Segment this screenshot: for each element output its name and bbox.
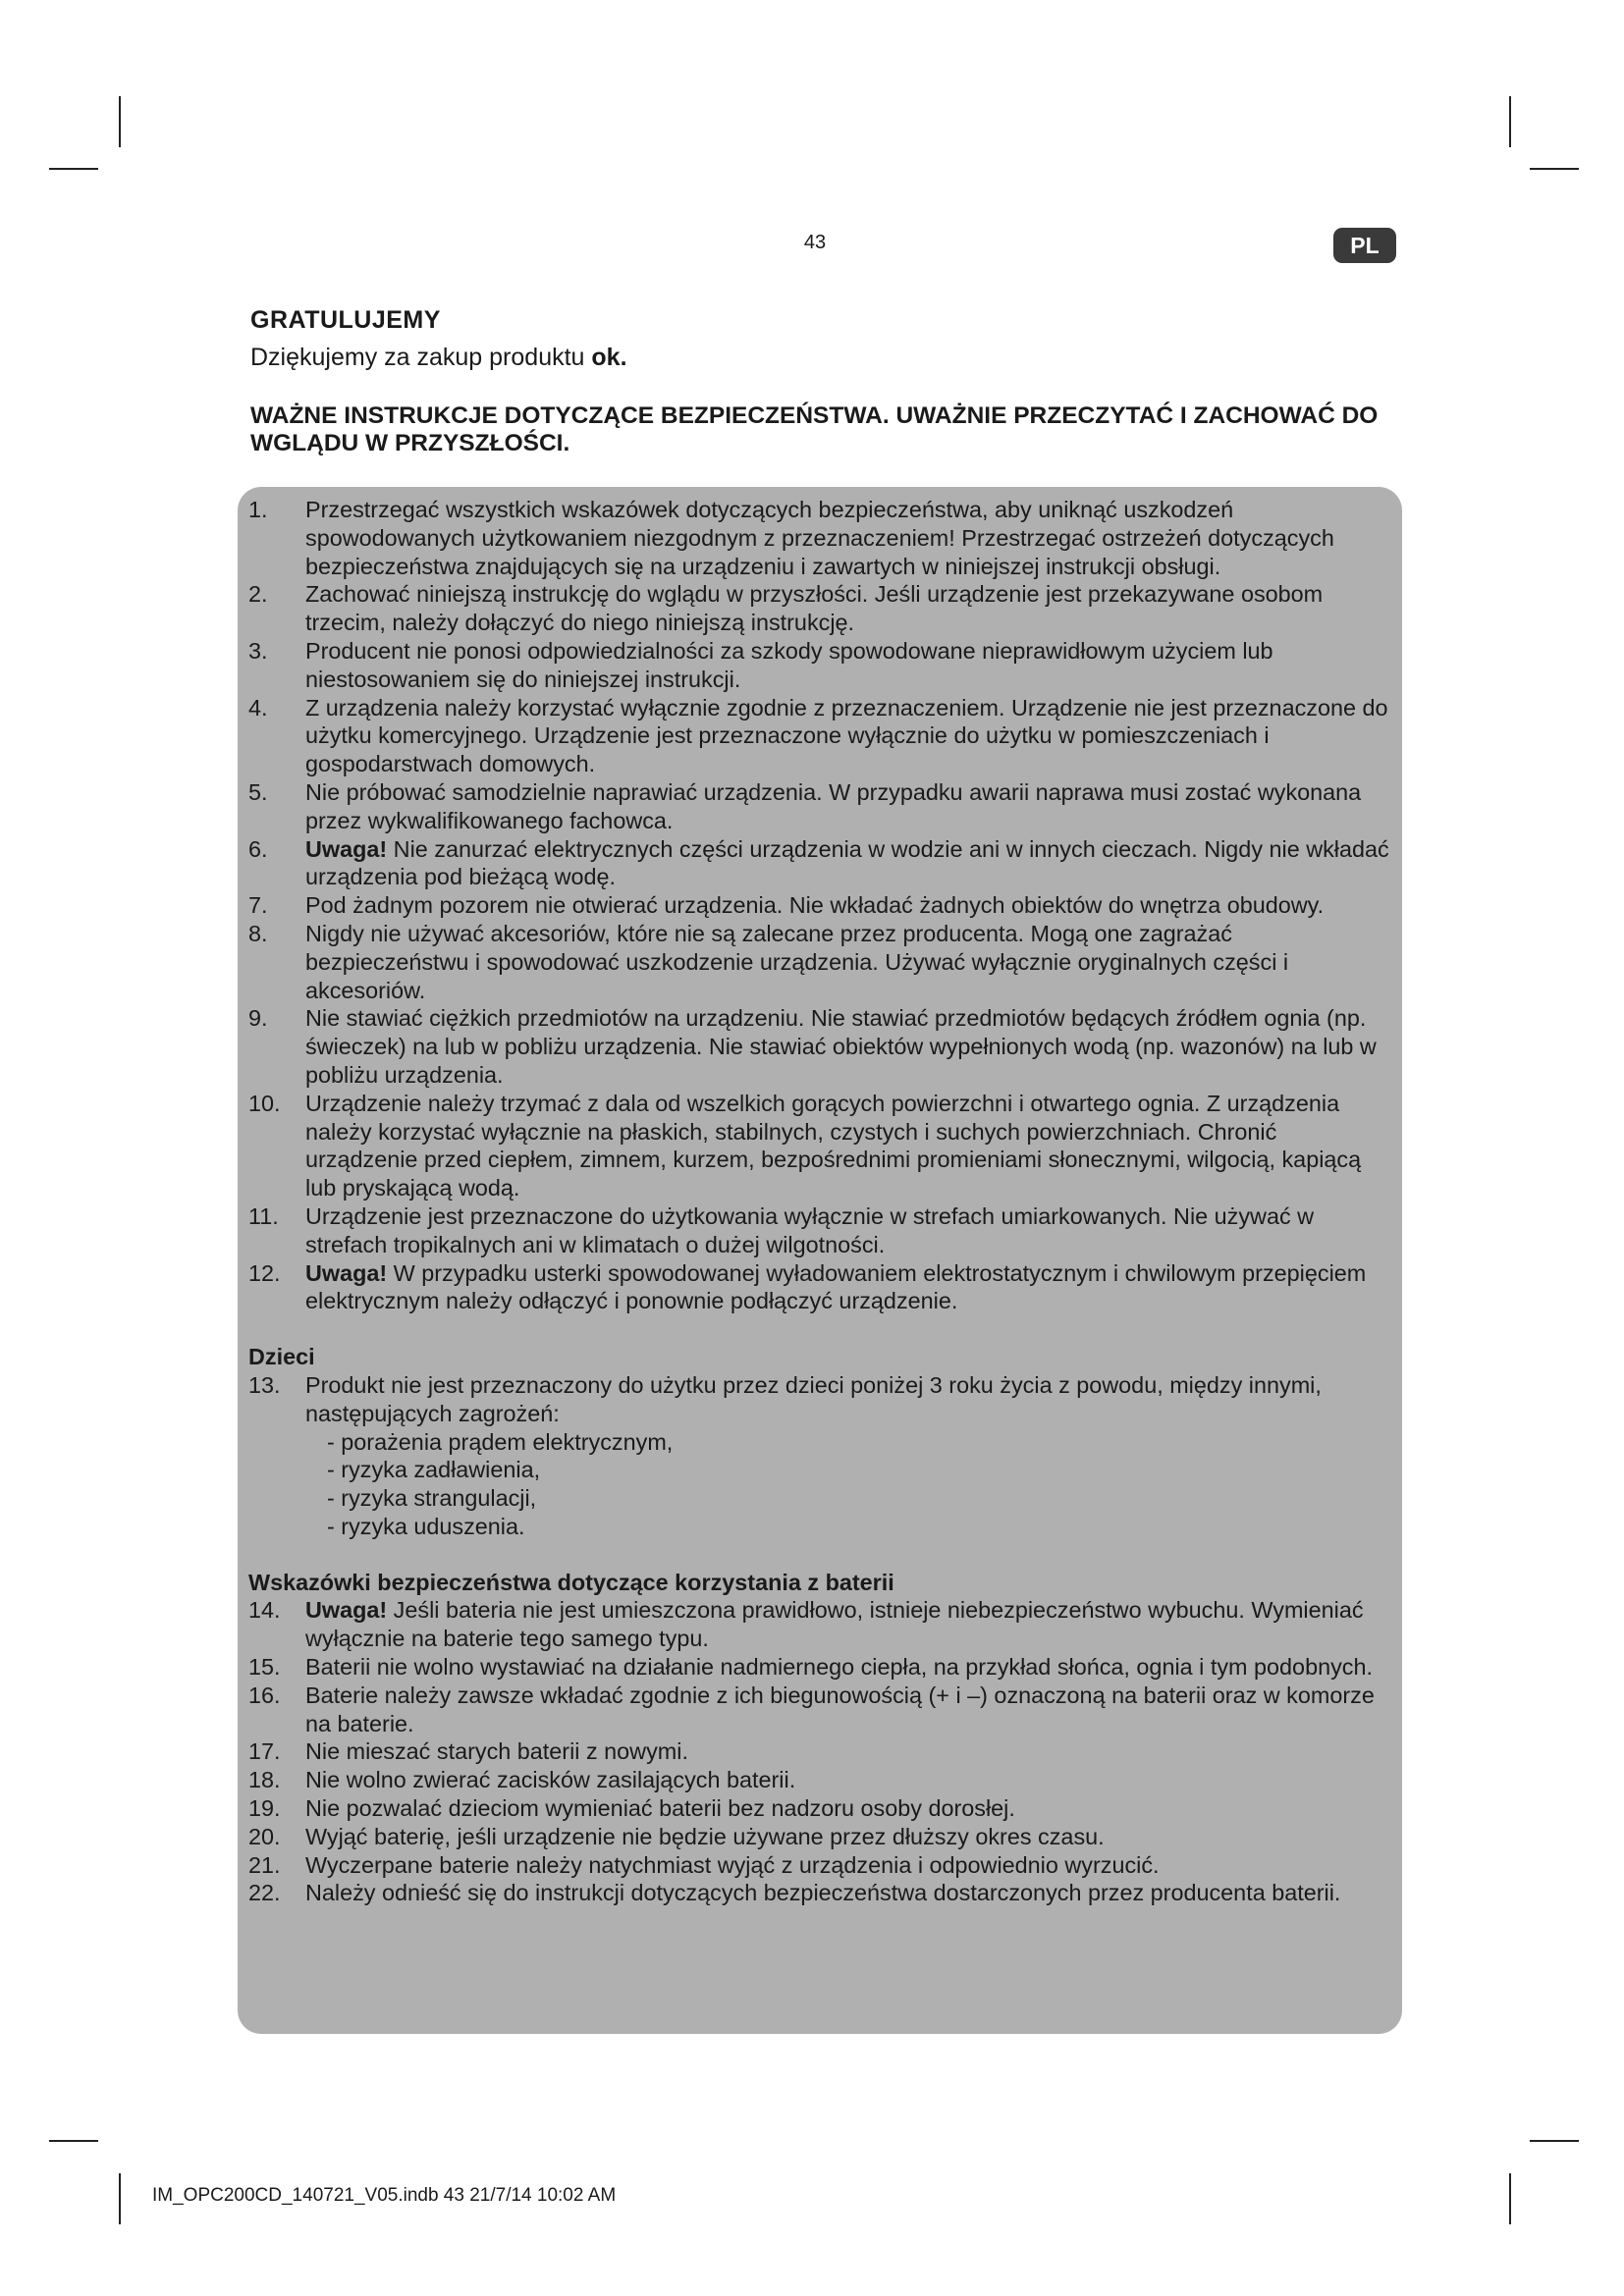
list-item [248, 1879, 1392, 1907]
list-item [248, 778, 1392, 835]
item-number: 14. [248, 1597, 281, 1624]
item-text: W przypadku usterki spowodowanej wyładowaniem elektrostatycznym i chwilowym przepięciem elektrycznym należy odłączyć i ponownie podłączyć urządzenie. [305, 1259, 1367, 1314]
list-item [248, 1259, 1392, 1316]
list-item [248, 1090, 1392, 1202]
item-number: 4. [248, 694, 268, 721]
item-text: Jeśli bateria nie jest umieszczona prawidłowo, istnieje niebezpieczeństwo wybuchu. Wymieniać wyłącznie na baterie tego samego typu. [305, 1597, 1364, 1652]
risk-item: - porażenia prądem elektrycznym, [327, 1428, 674, 1455]
item-number: 7. [248, 892, 268, 919]
item-number: 9. [248, 1005, 268, 1032]
item-number: 12. [248, 1259, 281, 1286]
item-number: 16. [248, 1682, 281, 1708]
item-text: Baterii nie wolno wystawiać na działanie nadmiernego ciepła, na przykład słońca, ognia i tym podobnych. [305, 1654, 1373, 1681]
list-item [248, 637, 1392, 694]
item-text: Należy odnieść się do instrukcji dotyczących bezpieczeństwa dostarczonych przez producenta baterii. [305, 1880, 1341, 1906]
item-text: Nigdy nie używać akcesoriów, które nie są zalecane przez producenta. Mogą one zagrażać bezpieczeństwu i spowodować uszkodzenie urządzenia. Używać wyłącznie oryginalnych części i akcesoriów. [305, 920, 1289, 1003]
list-item [248, 1823, 1392, 1851]
item-number: 5. [248, 778, 268, 805]
list-item [248, 694, 1392, 778]
item-text: Wyczerpane baterie należy natychmiast wyjąć z urządzenia i odpowiednio wyrzucić. [305, 1851, 1160, 1878]
item-number: 21. [248, 1851, 281, 1878]
risk-item: - ryzyka zadławienia, [327, 1457, 541, 1483]
crop-mark [119, 96, 121, 147]
brand-name: ok. [591, 344, 627, 371]
thanks-line [250, 344, 627, 372]
language-badge: PL [1333, 228, 1396, 263]
battery-heading: Wskazówki bezpieczeństwa dotyczące korzystania z baterii [248, 1569, 894, 1595]
list-item [248, 1653, 1392, 1682]
item-text: Wyjąć baterię, jeśli urządzenie nie będzie używane przez dłuższy okres czasu. [305, 1823, 1105, 1849]
list-item [248, 835, 1392, 892]
list-item [248, 1202, 1392, 1259]
list-item [248, 891, 1392, 920]
item-number: 19. [248, 1795, 281, 1822]
item-number: 1. [248, 497, 268, 522]
item-number: 17. [248, 1738, 281, 1765]
item-text: Z urządzenia należy korzystać wyłącznie zgodnie z przeznaczeniem. Urządzenie nie jest przeznaczone do użytku komercyjnego. Urządzenie jest przeznaczone wyłącznie do użytku w pomieszczeniach i gospodarstwach domowych. [305, 694, 1388, 777]
list-item [248, 1371, 1392, 1428]
list-item [248, 1682, 1392, 1738]
list-item [248, 1766, 1392, 1794]
list-item [248, 496, 1392, 580]
item-number: 13. [248, 1371, 281, 1398]
item-text: Baterie należy zawsze wkładać zgodnie z ich biegunowością (+ i –) oznaczoną na baterii oraz w komorze na baterie. [305, 1682, 1375, 1736]
page-number: 43 [803, 232, 827, 253]
congrats-heading: GRATULUJEMY [250, 306, 441, 334]
warning-label: Uwaga! [305, 1597, 388, 1624]
list-item [248, 1596, 1392, 1653]
item-text: Nie pozwalać dzieciom wymieniać baterii bez nadzoru osoby dorosłej. [305, 1795, 1015, 1822]
item-number: 18. [248, 1767, 281, 1793]
item-number: 6. [248, 835, 268, 862]
thanks-text: Dziękujemy za zakup produktu [250, 344, 585, 371]
item-text: Urządzenie należy trzymać z dala od wszelkich gorących powierzchni i otwartego ognia. Z urządzenia należy korzystać wyłącznie na płaskich, stabilnych, czystych i suchych powierzchniach. Chronić urządzenie przed ciepłem, zimnem, kurzem, bezpośrednimi promieniami słonecznymi, wilgocią, kapiącą lub pryskającą wodą. [305, 1090, 1362, 1201]
crop-mark [1509, 96, 1511, 147]
item-text: Przestrzegać wszystkich wskazówek dotyczących bezpieczeństwa, aby uniknąć uszkodzeń spowodowanych użytkowaniem niezgodnym z przeznaczeniem! Przestrzegać ostrzeżeń dotyczących bezpieczeństwa znajdujących się na urządzeniu i zawartych w niniejszej instrukcji obsługi. [305, 497, 1334, 579]
list-item [248, 1737, 1392, 1766]
item-number: 8. [248, 920, 268, 946]
item-text: Nie wolno zwierać zacisków zasilających baterii. [305, 1767, 796, 1793]
item-number: 3. [248, 637, 268, 664]
item-number: 2. [248, 581, 268, 608]
item-number: 22. [248, 1880, 281, 1906]
safety-list [248, 496, 1392, 1315]
important-heading: WAŻNE INSTRUKCJE DOTYCZĄCE BEZPIECZEŃSTWA. UWAŻNIE PRZECZYTAĆ I ZACHOWAĆ DO WGLĄDU W PRZYSZŁOŚCI. [250, 402, 1379, 456]
safety-content [248, 496, 1392, 1907]
crop-mark [1530, 168, 1579, 170]
item-number: 20. [248, 1823, 281, 1849]
item-text: Nie stawiać ciężkich przedmiotów na urządzeniu. Nie stawiać przedmiotów będących źródłem ognia (np. świeczek) na lub w pobliżu urządzenia. Nie stawiać obiektów wypełnionych wodą (np. wazonów) na lub w pobliżu urządzenia. [305, 1005, 1377, 1088]
list-item [248, 920, 1392, 1004]
list-item [248, 1004, 1392, 1089]
item-text: Producent nie ponosi odpowiedzialności za szkody spowodowane nieprawidłowym użyciem lub niestosowaniem się do niniejszej instrukcji. [305, 637, 1273, 692]
risk-item: - ryzyka strangulacji, [327, 1485, 537, 1512]
item-number: 15. [248, 1654, 281, 1681]
item-text: Nie zanurzać elektrycznych części urządzenia w wodzie ani w innych cieczach. Nigdy nie wkładać urządzenia pod bieżącą wodę. [305, 835, 1389, 890]
item-number: 10. [248, 1090, 281, 1116]
print-footer: IM_OPC200CD_140721_V05.indb 43 21/7/14 10:02 AM [152, 2185, 617, 2206]
item-text: Zachować niniejszą instrukcję do wglądu w przyszłości. Jeśli urządzenie jest przekazywane osobom trzecim, należy dołączyć do niego niniejszą instrukcję. [305, 581, 1324, 636]
list-item [248, 580, 1392, 637]
crop-mark [49, 168, 98, 170]
warning-label: Uwaga! [305, 1259, 388, 1286]
risk-item: - ryzyka uduszenia. [327, 1513, 525, 1539]
item-text: Pod żadnym pozorem nie otwierać urządzenia. Nie wkładać żadnych obiektów do wnętrza obudowy. [305, 892, 1325, 919]
list-item [248, 1794, 1392, 1823]
children-heading: Dzieci [248, 1344, 315, 1370]
item-text: Nie mieszać starych baterii z nowymi. [305, 1738, 688, 1765]
battery-list [248, 1596, 1392, 1907]
item-text: Produkt nie jest przeznaczony do użytku przez dzieci poniżej 3 roku życia z powodu, między innymi, następujących zagrożeń: [305, 1371, 1322, 1426]
list-item [248, 1851, 1392, 1880]
risk-list [248, 1428, 1392, 1541]
item-number: 11. [248, 1202, 279, 1229]
crop-mark [49, 2140, 98, 2142]
crop-mark [1509, 2173, 1511, 2224]
crop-mark [1530, 2140, 1579, 2142]
item-text: Nie próbować samodzielnie naprawiać urządzenia. W przypadku awarii naprawa musi zostać wykonana przez wykwalifikowanego fachowca. [305, 778, 1362, 833]
item-text: Urządzenie jest przeznaczone do użytkowania wyłącznie w strefach umiarkowanych. Nie używać w strefach tropikalnych ani w klimatach o dużej wilgotności. [305, 1202, 1315, 1257]
warning-label: Uwaga! [305, 835, 388, 862]
crop-mark [119, 2173, 121, 2224]
